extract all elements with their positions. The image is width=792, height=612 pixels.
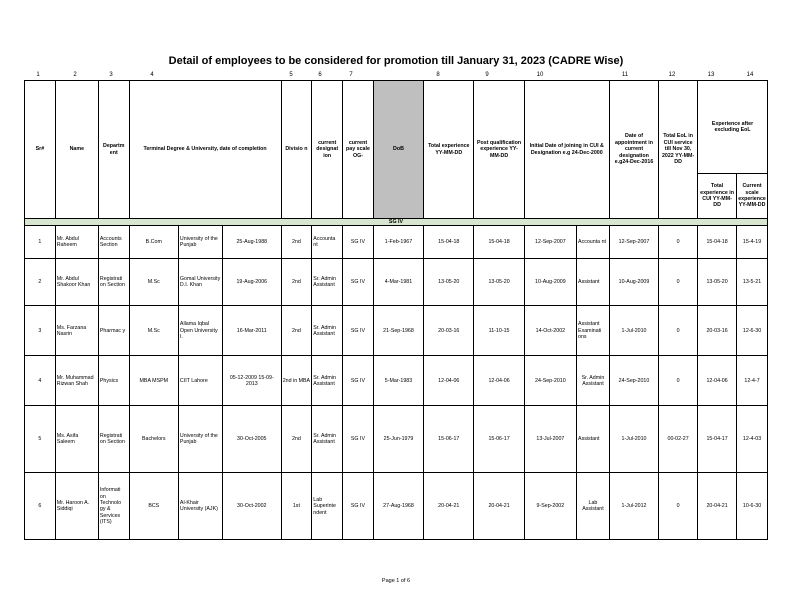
- cell-department: Accounts Section: [98, 226, 129, 259]
- cell-degree-date: 19-Aug-2006: [223, 259, 281, 306]
- cell-university: University of the Punjab: [178, 406, 222, 473]
- cell-degree-date: 05-12-2009 15-09-2013: [223, 356, 281, 406]
- cell-degree: Bachelors: [129, 406, 178, 473]
- cell-initial-designation: Assistant: [577, 259, 610, 306]
- header-degree: Terminal Degree & University, date of completion: [129, 81, 281, 219]
- header-eol: Total EoL in CUI service till Nov 30, 2022 YY-MM-DD: [659, 81, 698, 219]
- cell-appointment: 24-Sep-2010: [609, 356, 658, 406]
- cell-eol: 0: [659, 356, 698, 406]
- cell-eol: 0: [659, 473, 698, 540]
- cell-scale: SG IV: [343, 356, 374, 406]
- cell-degree: M.Sc: [129, 306, 178, 356]
- header-pay-scale: current pay scale OG-: [343, 81, 374, 219]
- cell-total-exp: 15-04-18: [424, 226, 474, 259]
- cell-eol: 0: [659, 259, 698, 306]
- cell-scale: SG IV: [343, 259, 374, 306]
- column-number: 9: [485, 72, 489, 78]
- cell-university: Gomal University D.I. Khan: [178, 259, 222, 306]
- cell-current-scale: 12-6-30: [737, 306, 768, 356]
- cell-designation: Sr. Admin Assistant: [312, 306, 343, 356]
- column-number-row: [24, 72, 768, 80]
- cell-dob: 4-Mar-1981: [373, 259, 423, 306]
- header-department: Departm ent: [98, 81, 129, 219]
- cell-scale: SG IV: [343, 226, 374, 259]
- cell-degree-date: 30-Oct-2002: [223, 473, 281, 540]
- cell-university: Al-Khair University (AJK): [178, 473, 222, 540]
- cell-dob: 21-Sep-1968: [373, 306, 423, 356]
- cell-post-exp: 13-05-20: [474, 259, 524, 306]
- cell-total-cui: 20-03-16: [698, 306, 737, 356]
- header-post-qualification: Post qualification experience YY-MM-DD: [474, 81, 524, 219]
- cell-total-exp: 20-04-21: [424, 473, 474, 540]
- cell-university: CIIT Lahore: [178, 356, 222, 406]
- cell-name: Ms. Farzana Nasrin: [55, 306, 98, 356]
- cell-initial-date: 10-Aug-2009: [524, 259, 576, 306]
- column-number: 8: [436, 72, 440, 78]
- table-row: [25, 406, 768, 473]
- cell-degree: MBA MSPM: [129, 356, 178, 406]
- cell-dob: 27-Aug-1968: [373, 473, 423, 540]
- cell-degree: B.Com: [129, 226, 178, 259]
- cell-sr: 5: [25, 406, 56, 473]
- header-sr: Sr#: [25, 81, 56, 219]
- cell-initial-date: 9-Sep-2002: [524, 473, 576, 540]
- cell-scale: SG IV: [343, 473, 374, 540]
- cell-eol: 00-02-27: [659, 406, 698, 473]
- header-current-scale: Current scale experience YY-MM-DD: [737, 174, 768, 219]
- cell-current-scale: 10-6-30: [737, 473, 768, 540]
- cell-initial-date: 12-Sep-2007: [524, 226, 576, 259]
- cell-total-exp: 12-04-06: [424, 356, 474, 406]
- cell-scale: SG IV: [343, 306, 374, 356]
- column-number: 6: [318, 72, 322, 78]
- cell-initial-designation: Assistant Examinati ons: [577, 306, 610, 356]
- cell-post-exp: 15-04-18: [474, 226, 524, 259]
- cell-initial-designation: Accounta nt: [577, 226, 610, 259]
- cell-post-exp: 11-10-15: [474, 306, 524, 356]
- header-exp-after-eol: Experience after excluding EoL: [698, 81, 768, 174]
- cell-department: Pharmac y: [98, 306, 129, 356]
- cell-initial-date: 13-Jul-2007: [524, 406, 576, 473]
- cell-total-cui: 15-04-18: [698, 226, 737, 259]
- cell-total-exp: 15-06-17: [424, 406, 474, 473]
- column-number: 13: [707, 72, 715, 78]
- cell-total-cui: 15-04-17: [698, 406, 737, 473]
- cell-current-scale: 15-4-19: [737, 226, 768, 259]
- cell-division: 2nd in MBA: [281, 356, 312, 406]
- cell-initial-date: 14-Oct-2002: [524, 306, 576, 356]
- column-number: 10: [536, 72, 544, 78]
- column-number: 14: [746, 72, 754, 78]
- cell-post-exp: 15-06-17: [474, 406, 524, 473]
- header-row: [25, 81, 768, 174]
- employee-table: [24, 80, 768, 540]
- cell-sr: 6: [25, 473, 56, 540]
- header-total-cui: Total experience in CUI YY-MM-DD: [698, 174, 737, 219]
- header-dob: DoB: [373, 81, 423, 219]
- cell-appointment: 1-Jul-2010: [609, 406, 658, 473]
- cell-initial-designation: Assistant: [577, 406, 610, 473]
- cell-sr: 1: [25, 226, 56, 259]
- column-number: 1: [36, 72, 40, 78]
- table-row: [25, 226, 768, 259]
- cell-scale: SG IV: [343, 406, 374, 473]
- header-appointment-date: Date of appointment in current designation e.g24-Dec-2016: [609, 81, 658, 219]
- table-row: [25, 306, 768, 356]
- cell-degree: M.Sc: [129, 259, 178, 306]
- column-number: 11: [621, 72, 629, 78]
- cell-post-exp: 20-04-21: [474, 473, 524, 540]
- group-row: [25, 219, 768, 226]
- cell-appointment: 10-Aug-2009: [609, 259, 658, 306]
- column-number: 5: [289, 72, 293, 78]
- cell-total-cui: 20-04-21: [698, 473, 737, 540]
- header-designation: current designat ion: [312, 81, 343, 219]
- cell-eol: 0: [659, 226, 698, 259]
- cell-initial-designation: Lab Assistant: [577, 473, 610, 540]
- cell-total-cui: 12-04-06: [698, 356, 737, 406]
- cell-appointment: 1-Jul-2010: [609, 306, 658, 356]
- page-footer: Page 1 of 6: [381, 578, 411, 584]
- column-number: 4: [150, 72, 154, 78]
- column-number: 12: [668, 72, 676, 78]
- table-row: [25, 356, 768, 406]
- cell-appointment: 1-Jul-2012: [609, 473, 658, 540]
- cell-department: Informati on Technolo gy & Services (ITS): [98, 473, 129, 540]
- cell-sr: 3: [25, 306, 56, 356]
- cell-total-exp: 20-03-16: [424, 306, 474, 356]
- cell-sr: 4: [25, 356, 56, 406]
- cell-department: Registrati on Section: [98, 259, 129, 306]
- header-total-experience: Total experience YY-MM-DD: [424, 81, 474, 219]
- cell-current-scale: 12-4-03: [737, 406, 768, 473]
- cell-name: Ms. Asifa Saleem: [55, 406, 98, 473]
- cell-degree-date: 25-Aug-1988: [223, 226, 281, 259]
- page-title: Detail of employees to be considered for promotion till January 31, 2023 (CADRE Wise): [168, 55, 624, 67]
- cell-sr: 2: [25, 259, 56, 306]
- column-number: 3: [109, 72, 113, 78]
- cell-division: 2nd: [281, 306, 312, 356]
- cell-initial-date: 24-Sep-2010: [524, 356, 576, 406]
- cell-total-exp: 13-05-20: [424, 259, 474, 306]
- cell-dob: 25-Jun-1979: [373, 406, 423, 473]
- cell-dob: 5-Mar-1983: [373, 356, 423, 406]
- cell-name: Mr. Abdul Shakoor Khan: [55, 259, 98, 306]
- cell-university: University of the Punjab: [178, 226, 222, 259]
- header-initial-date: Initial Date of joining in CUI & Designation e.g 24-Dec-2000: [524, 81, 609, 219]
- cell-current-scale: 13-5-21: [737, 259, 768, 306]
- column-number: 7: [349, 72, 353, 78]
- cell-degree-date: 30-Oct-2005: [223, 406, 281, 473]
- cell-name: Mr. Muhammad Rizwan Shah: [55, 356, 98, 406]
- cell-initial-designation: Sr. Admin Assistant: [577, 356, 610, 406]
- cell-total-cui: 13-05-20: [698, 259, 737, 306]
- cell-designation: Accounta nt: [312, 226, 343, 259]
- cell-division: 1st: [281, 473, 312, 540]
- cell-designation: Sr. Admin Assistant: [312, 259, 343, 306]
- cell-eol: 0: [659, 306, 698, 356]
- header-name: Name: [55, 81, 98, 219]
- cell-university: Allama Iqbal Open University I.: [178, 306, 222, 356]
- cell-designation: Sr. Admin Assistant: [312, 356, 343, 406]
- cell-dob: 1-Feb-1967: [373, 226, 423, 259]
- cell-degree: BCS: [129, 473, 178, 540]
- cell-appointment: 12-Sep-2007: [609, 226, 658, 259]
- cell-name: Mr. Haroon A. Siddiqi: [55, 473, 98, 540]
- cell-division: 2nd: [281, 406, 312, 473]
- cell-division: 2nd: [281, 226, 312, 259]
- cell-division: 2nd: [281, 259, 312, 306]
- cell-post-exp: 12-04-06: [474, 356, 524, 406]
- cell-degree-date: 16-Mar-2011: [223, 306, 281, 356]
- table-row: [25, 259, 768, 306]
- cell-department: Physics: [98, 356, 129, 406]
- cell-department: Registrati on Section: [98, 406, 129, 473]
- cell-current-scale: 12-4-7: [737, 356, 768, 406]
- cell-name: Mr. Abdul Raheem: [55, 226, 98, 259]
- cell-designation: Sr. Admin Assistant: [312, 406, 343, 473]
- group-label: SG IV: [25, 219, 768, 226]
- column-number: 2: [73, 72, 77, 78]
- header-division: Divisio n: [281, 81, 312, 219]
- table-row: [25, 473, 768, 540]
- cell-designation: Lab Superinte ndent: [312, 473, 343, 540]
